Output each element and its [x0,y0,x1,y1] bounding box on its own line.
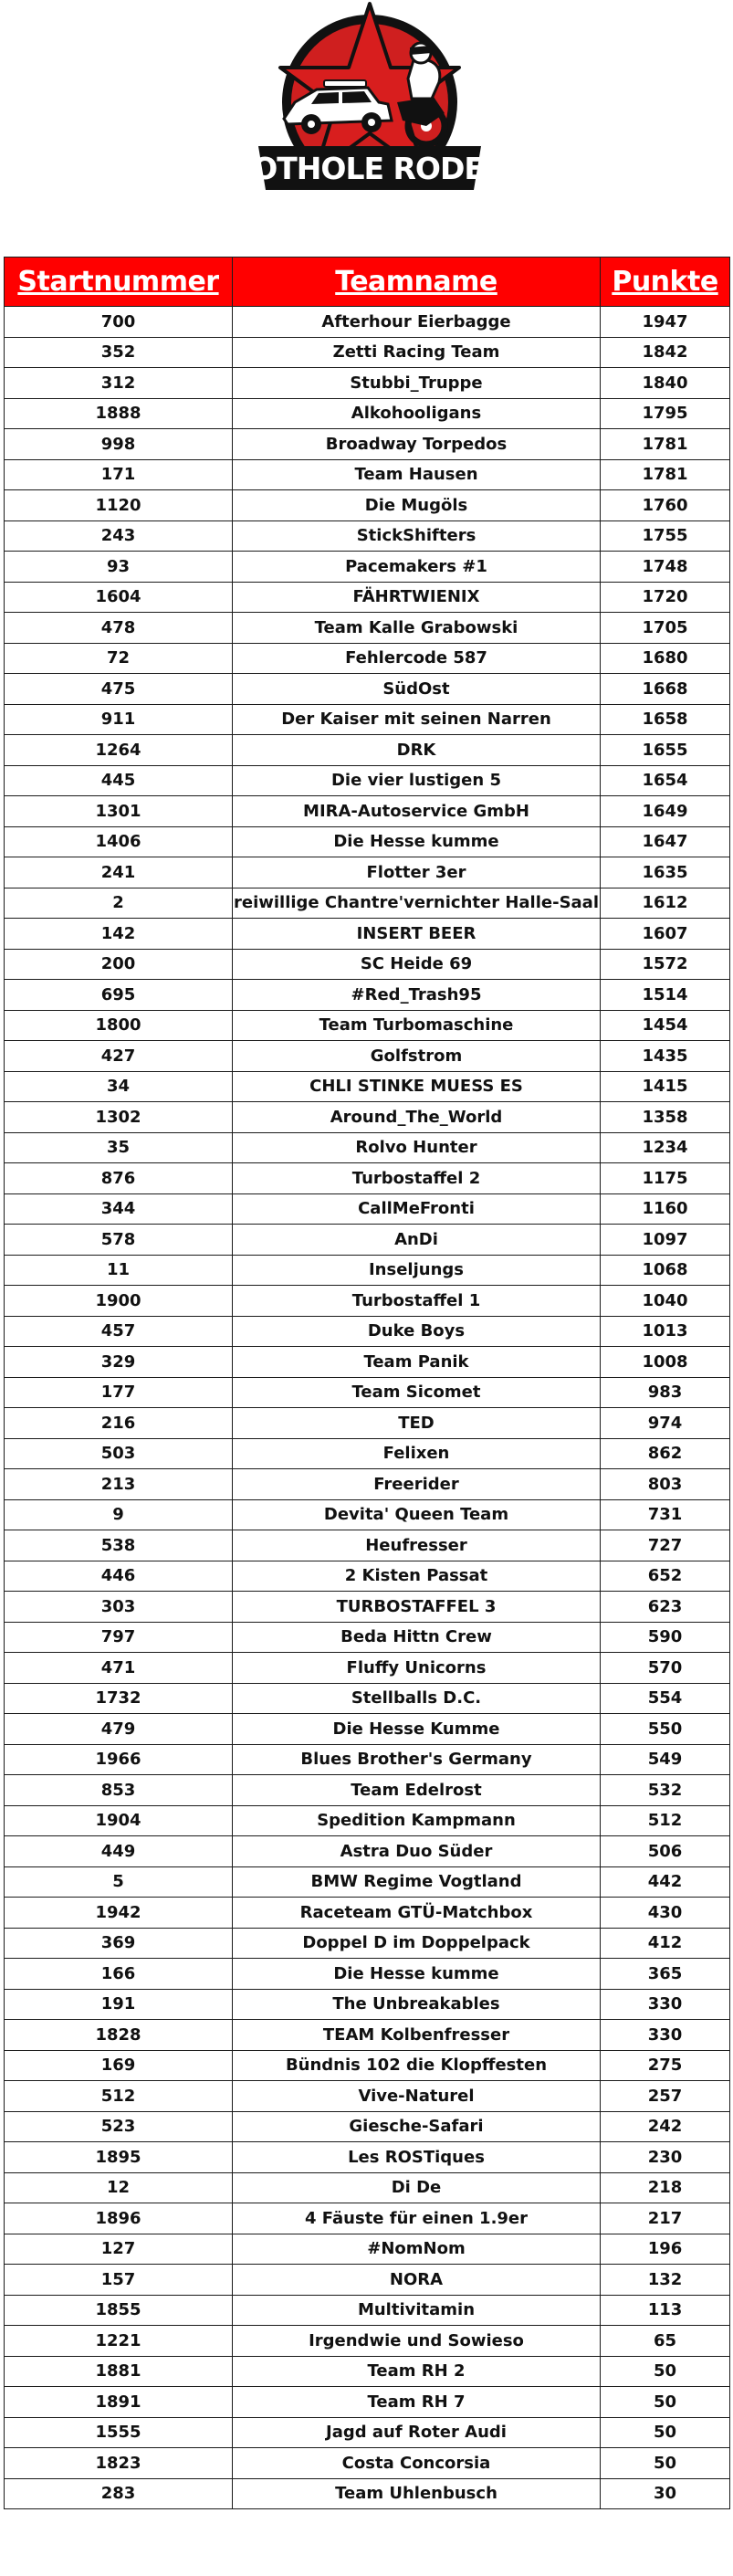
punkte-cell: 1013 [601,1316,730,1347]
table-row [5,1653,730,1684]
startnummer-cell: 216 [5,1408,233,1439]
teamname-cell: AnDi [233,1225,601,1256]
teamname-cell: Alkohooligans [233,398,601,429]
startnummer-cell: 1604 [5,582,233,613]
punkte-cell: 132 [601,2265,730,2296]
table-row [5,582,730,613]
punkte-cell: 512 [601,1805,730,1836]
punkte-cell: 550 [601,1714,730,1745]
startnummer-cell: 523 [5,2111,233,2142]
punkte-cell: 1635 [601,857,730,888]
punkte-cell: 1655 [601,735,730,766]
table-row [5,1499,730,1530]
teamname-cell: Afterhour Eierbagge [233,307,601,338]
table-row [5,2448,730,2479]
teamname-cell: #NomNom [233,2234,601,2265]
startnummer-cell: 538 [5,1530,233,1561]
teamname-cell: Felixen [233,1438,601,1469]
punkte-cell: 1705 [601,613,730,644]
teamname-cell: SüdOst [233,674,601,705]
teamname-cell: CHLI STINKE MUESS ES [233,1071,601,1102]
results-table [4,257,730,2509]
teamname-cell: MIRA-Autoservice GmbH [233,796,601,827]
punkte-cell: 1514 [601,980,730,1011]
startnummer-cell: 5 [5,1866,233,1898]
punkte-cell: 652 [601,1561,730,1592]
teamname-cell: #Red_Trash95 [233,980,601,1011]
table-row [5,337,730,368]
startnummer-cell: 12 [5,2172,233,2203]
table-row [5,1805,730,1836]
table-row [5,1469,730,1500]
teamname-cell: Spedition Kampmann [233,1805,601,1836]
startnummer-cell: 1302 [5,1102,233,1133]
startnummer-cell: 876 [5,1163,233,1194]
punkte-cell: 1572 [601,949,730,980]
punkte-cell: 1160 [601,1193,730,1225]
table-row [5,2234,730,2265]
startnummer-cell: 213 [5,1469,233,1500]
startnummer-cell: 1891 [5,2387,233,2418]
startnummer-cell: 1555 [5,2417,233,2448]
punkte-cell: 257 [601,2081,730,2112]
table-row [5,1255,730,1286]
table-row [5,1989,730,2020]
teamname-cell: Fluffy Unicorns [233,1653,601,1684]
punkte-cell: 1607 [601,919,730,950]
startnummer-cell: 1120 [5,490,233,521]
teamname-cell: Broadway Torpedos [233,429,601,460]
startnummer-cell: 1406 [5,826,233,857]
punkte-cell: 330 [601,1989,730,2020]
table-row [5,1530,730,1561]
table-row [5,459,730,490]
teamname-cell: StickShifters [233,520,601,552]
table-row [5,520,730,552]
teamname-cell: Freerider [233,1469,601,1500]
table-row [5,1898,730,1929]
startnummer-cell: 142 [5,919,233,950]
teamname-cell: Team Panik [233,1347,601,1378]
punkte-cell: 623 [601,1592,730,1623]
punkte-cell: 1234 [601,1132,730,1163]
punkte-cell: 570 [601,1653,730,1684]
punkte-cell: 1720 [601,582,730,613]
table-row [5,1683,730,1714]
table-row [5,980,730,1011]
table-row [5,2356,730,2387]
teamname-cell: Team Kalle Grabowski [233,613,601,644]
punkte-cell: 196 [601,2234,730,2265]
table-row [5,307,730,338]
table-row [5,2295,730,2326]
punkte-cell: 113 [601,2295,730,2326]
punkte-cell: 862 [601,1438,730,1469]
teamname-cell: Multivitamin [233,2295,601,2326]
startnummer-cell: 171 [5,459,233,490]
punkte-cell: 1435 [601,1041,730,1072]
startnummer-cell: 512 [5,2081,233,2112]
teamname-cell: Rolvo Hunter [233,1132,601,1163]
table-row [5,1225,730,1256]
startnummer-cell: 998 [5,429,233,460]
header-punkte: Punkte [601,258,730,307]
table-row [5,857,730,888]
table-row [5,2265,730,2296]
punkte-cell: 50 [601,2356,730,2387]
table-row [5,1836,730,1867]
startnummer-cell: 157 [5,2265,233,2296]
teamname-cell: Bündnis 102 die Klopffesten [233,2050,601,2081]
table-row [5,490,730,521]
table-row [5,919,730,950]
startnummer-cell: 475 [5,674,233,705]
startnummer-cell: 700 [5,307,233,338]
punkte-cell: 230 [601,2142,730,2173]
table-row [5,949,730,980]
header-teamname: Teamname [233,258,601,307]
punkte-cell: 1654 [601,765,730,796]
teamname-cell: Flotter 3er [233,857,601,888]
startnummer-cell: 446 [5,1561,233,1592]
table-row [5,2203,730,2234]
teamname-cell: Les ROSTiques [233,2142,601,2173]
startnummer-cell: 35 [5,1132,233,1163]
table-row [5,2478,730,2509]
startnummer-cell: 1855 [5,2295,233,2326]
teamname-cell: Stubbi_Truppe [233,368,601,399]
punkte-cell: 974 [601,1408,730,1439]
punkte-cell: 1358 [601,1102,730,1133]
punkte-cell: 1668 [601,674,730,705]
teamname-cell: NORA [233,2265,601,2296]
table-row [5,1377,730,1408]
startnummer-cell: 853 [5,1775,233,1806]
punkte-cell: 1795 [601,398,730,429]
punkte-cell: 1647 [601,826,730,857]
table-row [5,368,730,399]
table-row [5,1010,730,1041]
punkte-cell: 1760 [601,490,730,521]
startnummer-cell: 312 [5,368,233,399]
teamname-cell: Team Uhlenbusch [233,2478,601,2509]
table-row [5,1959,730,1990]
punkte-cell: 549 [601,1744,730,1775]
teamname-cell: TURBOSTAFFEL 3 [233,1592,601,1623]
table-row [5,1438,730,1469]
startnummer-cell: 9 [5,1499,233,1530]
teamname-cell: Fehlercode 587 [233,643,601,674]
punkte-cell: 50 [601,2448,730,2479]
teamname-cell: Turbostaffel 2 [233,1163,601,1194]
punkte-cell: 1840 [601,368,730,399]
startnummer-cell: 503 [5,1438,233,1469]
startnummer-cell: 1301 [5,796,233,827]
punkte-cell: 1008 [601,1347,730,1378]
punkte-cell: 242 [601,2111,730,2142]
table-row [5,2142,730,2173]
startnummer-cell: 695 [5,980,233,1011]
teamname-cell: Team RH 2 [233,2356,601,2387]
teamname-cell: Doppel D im Doppelpack [233,1928,601,1959]
table-row [5,735,730,766]
table-row [5,1561,730,1592]
teamname-cell: Die vier lustigen 5 [233,765,601,796]
table-row [5,1102,730,1133]
table-row [5,2081,730,2112]
punkte-cell: 554 [601,1683,730,1714]
teamname-cell: Astra Duo Süder [233,1836,601,1867]
teamname-cell: Team RH 7 [233,2387,601,2418]
table-row [5,1714,730,1745]
teamname-cell: Team Sicomet [233,1377,601,1408]
table-row [5,1408,730,1439]
startnummer-cell: 1881 [5,2356,233,2387]
startnummer-cell: 1828 [5,2020,233,2051]
startnummer-cell: 243 [5,520,233,552]
startnummer-cell: 479 [5,1714,233,1745]
teamname-cell: The Unbreakables [233,1989,601,2020]
teamname-cell: Di De [233,2172,601,2203]
teamname-cell: Team Hausen [233,459,601,490]
table-row [5,1071,730,1102]
punkte-cell: 1454 [601,1010,730,1041]
teamname-cell: Blues Brother's Germany [233,1744,601,1775]
teamname-cell: Die Hesse Kumme [233,1714,601,1745]
startnummer-cell: 11 [5,1255,233,1286]
punkte-cell: 506 [601,1836,730,1867]
teamname-cell: SC Heide 69 [233,949,601,980]
header-startnummer: Startnummer [5,258,233,307]
punkte-cell: 1842 [601,337,730,368]
punkte-cell: 217 [601,2203,730,2234]
table-row [5,1193,730,1225]
punkte-cell: 1781 [601,459,730,490]
table-row [5,2050,730,2081]
table-header-row [5,258,730,307]
startnummer-cell: 911 [5,704,233,735]
startnummer-cell: 303 [5,1592,233,1623]
teamname-cell: Stellballs D.C. [233,1683,601,1714]
teamname-cell: FÄHRTWIENIX [233,582,601,613]
table-row [5,643,730,674]
table-row [5,704,730,735]
startnummer-cell: 166 [5,1959,233,1990]
teamname-cell: Duke Boys [233,1316,601,1347]
table-row [5,1132,730,1163]
startnummer-cell: 457 [5,1316,233,1347]
startnummer-cell: 1800 [5,1010,233,1041]
punkte-cell: 442 [601,1866,730,1898]
punkte-cell: 1415 [601,1071,730,1102]
punkte-cell: 803 [601,1469,730,1500]
logo-text: POTHOLE RODEO [231,151,508,186]
punkte-cell: 50 [601,2417,730,2448]
table-row [5,1775,730,1806]
table-row [5,2387,730,2418]
table-row [5,826,730,857]
startnummer-cell: 1823 [5,2448,233,2479]
table-row [5,888,730,919]
table-row [5,1622,730,1653]
startnummer-cell: 471 [5,1653,233,1684]
teamname-cell: Der Kaiser mit seinen Narren [233,704,601,735]
table-row [5,796,730,827]
table-row [5,1286,730,1317]
startnummer-cell: 283 [5,2478,233,2509]
punkte-cell: 430 [601,1898,730,1929]
punkte-cell: 532 [601,1775,730,1806]
teamname-cell: Die Hesse kumme [233,1959,601,1990]
startnummer-cell: 191 [5,1989,233,2020]
table-row [5,1316,730,1347]
startnummer-cell: 329 [5,1347,233,1378]
startnummer-cell: 72 [5,643,233,674]
teamname-cell: reiwillige Chantre'vernichter Halle-Saal [233,888,601,919]
punkte-cell: 983 [601,1377,730,1408]
punkte-cell: 1748 [601,552,730,583]
table-row [5,1744,730,1775]
startnummer-cell: 2 [5,888,233,919]
punkte-cell: 590 [601,1622,730,1653]
table-row [5,1866,730,1898]
teamname-cell: Team Edelrost [233,1775,601,1806]
punkte-cell: 731 [601,1499,730,1530]
table-row [5,2020,730,2051]
table-row [5,765,730,796]
teamname-cell: TEAM Kolbenfresser [233,2020,601,2051]
punkte-cell: 330 [601,2020,730,2051]
startnummer-cell: 200 [5,949,233,980]
punkte-cell: 1947 [601,307,730,338]
table-row [5,1041,730,1072]
punkte-cell: 218 [601,2172,730,2203]
startnummer-cell: 427 [5,1041,233,1072]
table-row [5,552,730,583]
table-body [5,307,730,2509]
teamname-cell: Die Hesse kumme [233,826,601,857]
punkte-cell: 727 [601,1530,730,1561]
punkte-cell: 412 [601,1928,730,1959]
punkte-cell: 50 [601,2387,730,2418]
startnummer-cell: 127 [5,2234,233,2265]
startnummer-cell: 797 [5,1622,233,1653]
teamname-cell: Giesche-Safari [233,2111,601,2142]
teamname-cell: Raceteam GTÜ-Matchbox [233,1898,601,1929]
punkte-cell: 1680 [601,643,730,674]
table-row [5,1347,730,1378]
teamname-cell: Zetti Racing Team [233,337,601,368]
table-row [5,1928,730,1959]
startnummer-cell: 1896 [5,2203,233,2234]
startnummer-cell: 445 [5,765,233,796]
startnummer-cell: 1732 [5,1683,233,1714]
teamname-cell: Beda Hittn Crew [233,1622,601,1653]
table-row [5,674,730,705]
punkte-cell: 1612 [601,888,730,919]
startnummer-cell: 369 [5,1928,233,1959]
punkte-cell: 1175 [601,1163,730,1194]
startnummer-cell: 1264 [5,735,233,766]
teamname-cell: Team Turbomaschine [233,1010,601,1041]
teamname-cell: 2 Kisten Passat [233,1561,601,1592]
startnummer-cell: 241 [5,857,233,888]
teamname-cell: Irgendwie und Sowieso [233,2326,601,2357]
table-row [5,398,730,429]
teamname-cell: Devita' Queen Team [233,1499,601,1530]
startnummer-cell: 352 [5,337,233,368]
teamname-cell: Die Mugöls [233,490,601,521]
punkte-cell: 365 [601,1959,730,1990]
punkte-cell: 65 [601,2326,730,2357]
teamname-cell: Jagd auf Roter Audi [233,2417,601,2448]
punkte-cell: 1068 [601,1255,730,1286]
punkte-cell: 1781 [601,429,730,460]
punkte-cell: 275 [601,2050,730,2081]
teamname-cell: Vive-Naturel [233,2081,601,2112]
teamname-cell: CallMeFronti [233,1193,601,1225]
teamname-cell: BMW Regime Vogtland [233,1866,601,1898]
teamname-cell: TED [233,1408,601,1439]
startnummer-cell: 1895 [5,2142,233,2173]
punkte-cell: 1658 [601,704,730,735]
punkte-cell: 1040 [601,1286,730,1317]
startnummer-cell: 478 [5,613,233,644]
teamname-cell: Golfstrom [233,1041,601,1072]
pothole-rodeo-logo [231,0,508,217]
table-row [5,613,730,644]
table-row [5,2326,730,2357]
startnummer-cell: 34 [5,1071,233,1102]
punkte-cell: 1649 [601,796,730,827]
table-row [5,2111,730,2142]
teamname-cell: 4 Fäuste für einen 1.9er [233,2203,601,2234]
table-row [5,429,730,460]
punkte-cell: 1755 [601,520,730,552]
startnummer-cell: 1942 [5,1898,233,1929]
table-row [5,1163,730,1194]
table-row [5,2417,730,2448]
teamname-cell: Costa Concorsia [233,2448,601,2479]
startnummer-cell: 93 [5,552,233,583]
teamname-cell: INSERT BEER [233,919,601,950]
table-row [5,1592,730,1623]
teamname-cell: Turbostaffel 1 [233,1286,601,1317]
punkte-cell: 30 [601,2478,730,2509]
startnummer-cell: 177 [5,1377,233,1408]
startnummer-cell: 169 [5,2050,233,2081]
startnummer-cell: 1966 [5,1744,233,1775]
startnummer-cell: 1904 [5,1805,233,1836]
startnummer-cell: 449 [5,1836,233,1867]
teamname-cell: Pacemakers #1 [233,552,601,583]
startnummer-cell: 1900 [5,1286,233,1317]
teamname-cell: Around_The_World [233,1102,601,1133]
teamname-cell: Inseljungs [233,1255,601,1286]
startnummer-cell: 578 [5,1225,233,1256]
teamname-cell: DRK [233,735,601,766]
startnummer-cell: 344 [5,1193,233,1225]
startnummer-cell: 1221 [5,2326,233,2357]
startnummer-cell: 1888 [5,398,233,429]
teamname-cell: Heufresser [233,1530,601,1561]
table-row [5,2172,730,2203]
punkte-cell: 1097 [601,1225,730,1256]
